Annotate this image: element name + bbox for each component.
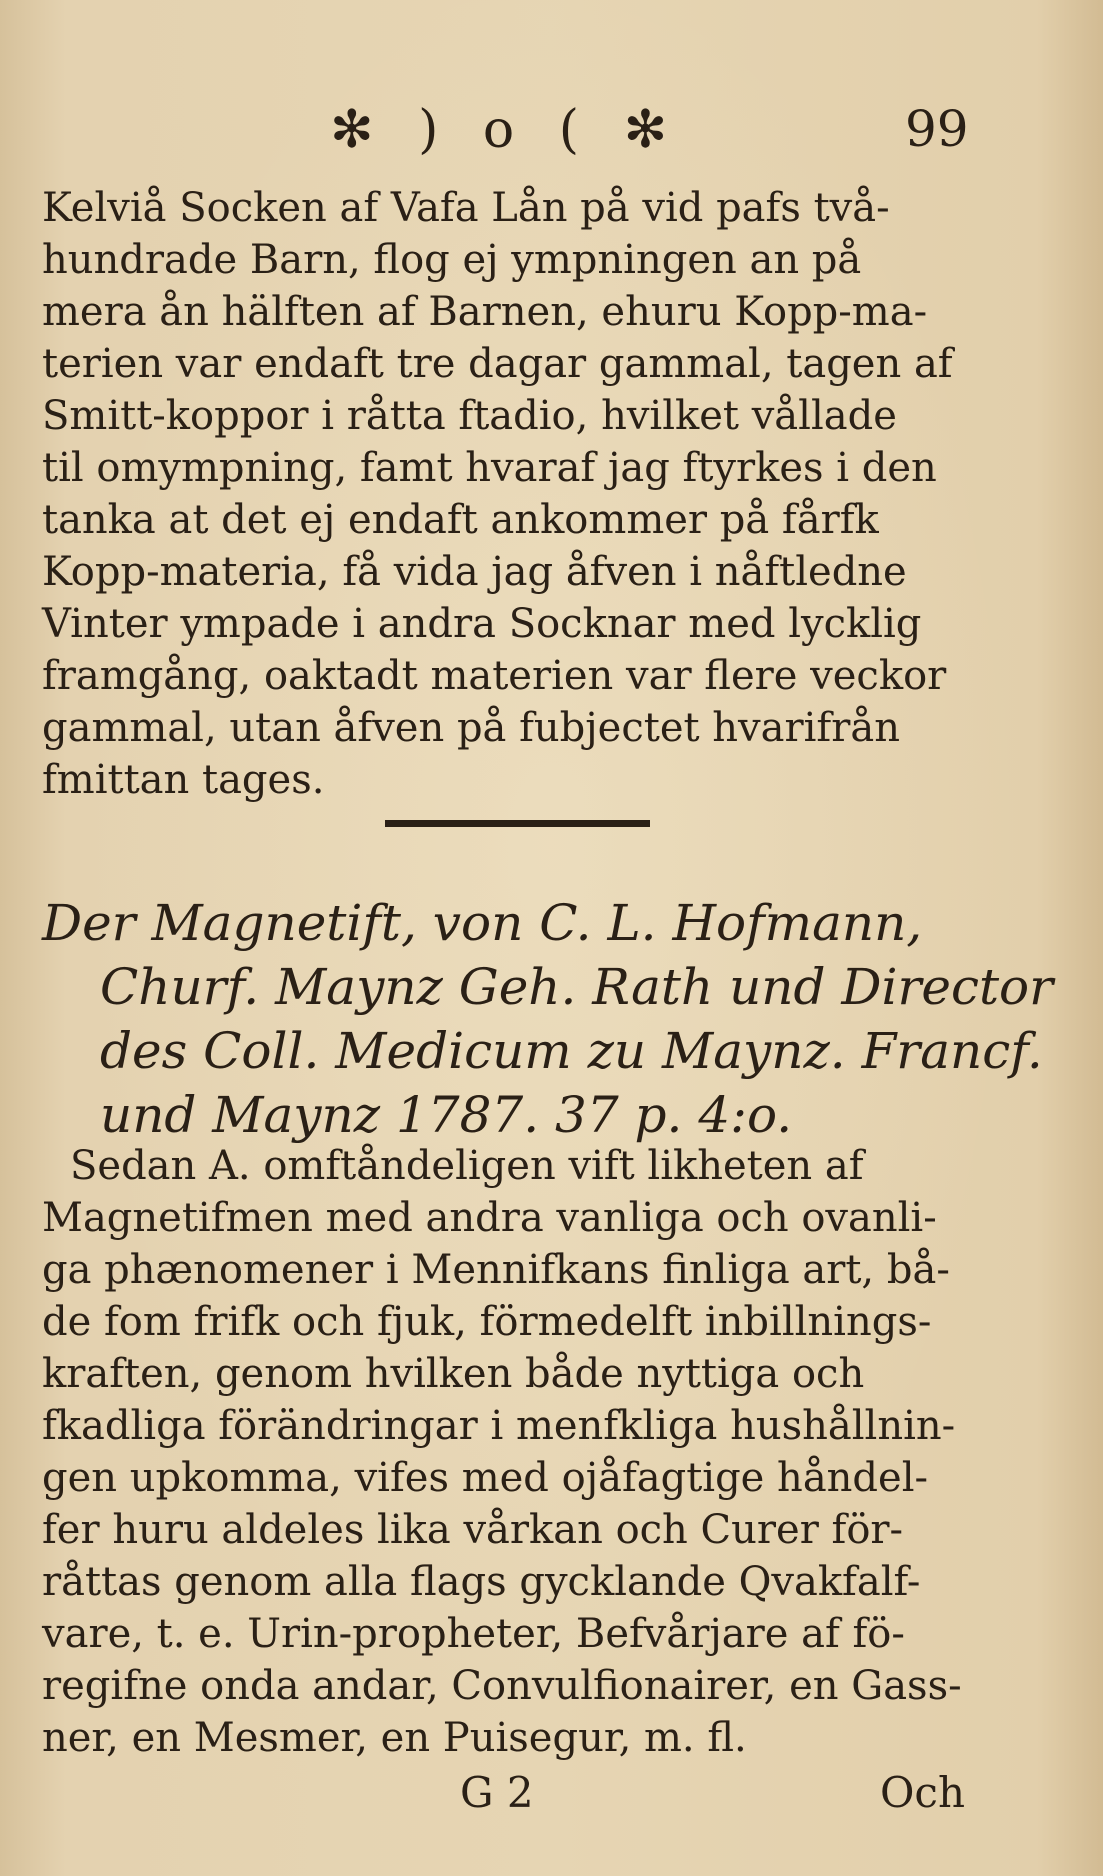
text-line: terien var endaft tre dagar gammal, tagen af (42, 341, 953, 387)
text-line: til omympning, famt hvaraf jag ftyrkes i den (42, 445, 937, 491)
review-heading-line: und Maynz 1787. 37 p. 4:o. (100, 1086, 793, 1144)
text-line: Magnetifmen med andra vanliga och ovanli- (42, 1195, 937, 1241)
page-header (0, 100, 1103, 180)
text-line: hundrade Barn, flog ej ympningen an på (42, 237, 862, 283)
text-line: mera ån hälften af Barnen, ehuru Kopp-ma- (42, 289, 928, 335)
text-line: regifne onda andar, Convulfionairer, en Gass- (42, 1663, 962, 1709)
review-heading-line: Churf. Maynz Geh. Rath und Director (100, 958, 1054, 1016)
text-line: fer huru aldeles lika vårkan och Curer för- (42, 1507, 904, 1553)
text-line: tanka at det ej endaft ankommer på fårfk (42, 497, 879, 543)
text-line: gammal, utan åfven på fubjectet hvarifrån (42, 705, 900, 751)
text-line: Sedan A. omftåndeligen vift likheten af (70, 1143, 864, 1189)
text-line: gen upkomma, vifes med ojåfagtige håndel- (42, 1455, 929, 1501)
review-heading-line: Der Magnetift, von C. L. Hofmann, (42, 894, 923, 952)
review-heading-line: des Coll. Medicum zu Maynz. Francf. (100, 1022, 1043, 1080)
text-line: råttas genom alla flags gycklande Qvakfalf- (42, 1559, 921, 1605)
text-line: ga phænomener i Mennifkans finliga art, bå- (42, 1247, 950, 1293)
running-head: ✻ ) o ( ✻ (330, 100, 682, 160)
text-line: fmittan tages. (42, 757, 325, 803)
text-line: ner, en Mesmer, en Puisegur, m. fl. (42, 1715, 747, 1761)
text-line: de fom frifk och fjuk, förmedelft inbillnings- (42, 1299, 932, 1345)
text-line: Kelviå Socken af Vafa Lån på vid pafs två- (42, 185, 890, 231)
text-line: framgång, oaktadt materien var flere veckor (42, 653, 947, 699)
text-line: Vinter ympade i andra Socknar med lycklig (42, 601, 922, 647)
text-line: Smitt-koppor i råtta ftadio, hvilket vållade (42, 393, 897, 439)
text-line: fkadliga förändringar i menfkliga hushållnin- (42, 1403, 956, 1449)
catchword: Och (880, 1768, 966, 1817)
signature-mark: G 2 (460, 1768, 534, 1817)
section-divider (385, 820, 650, 827)
text-line: vare, t. e. Urin-propheter, Befvårjare af fö- (42, 1611, 905, 1657)
text-line: kraften, genom hvilken både nyttiga och (42, 1351, 865, 1397)
text-line: Kopp-materia, få vida jag åfven i nåftledne (42, 549, 907, 595)
page-number: 99 (905, 100, 969, 158)
